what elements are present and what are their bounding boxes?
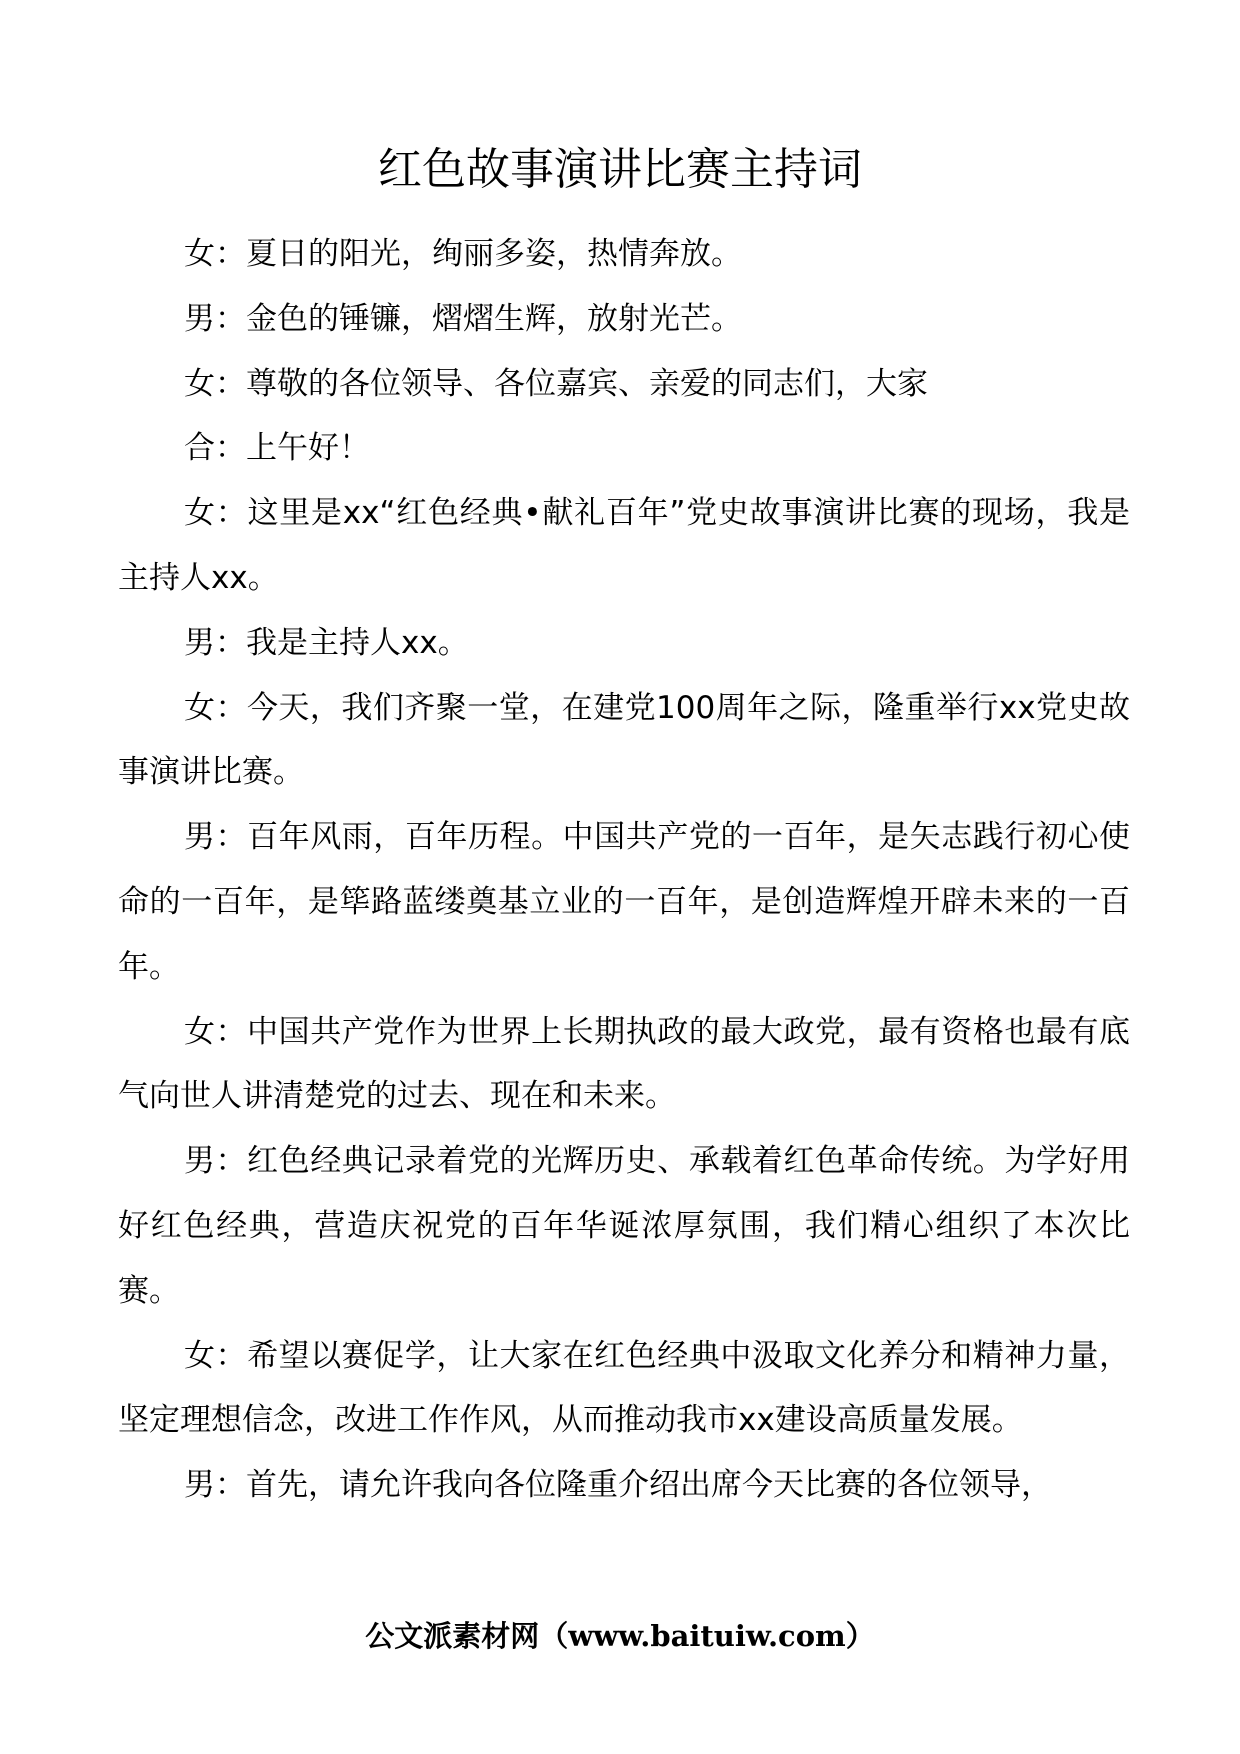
paragraph-11: 女：希望以赛促学，让大家在红色经典中汲取文化养分和精神力量，坚定理想信念，改进工作作风，从而推动我市xx建设高质量发展。 [118, 1337, 1130, 1439]
document-title: 红色故事演讲比赛主持词 [378, 144, 862, 195]
paragraph-1: 女：夏日的阳光，绚丽多姿，热情奔放。 [184, 236, 742, 272]
paragraph-4: 合：上午好！ [184, 430, 370, 467]
paragraph-10: 男：红色经典记录着党的光辉历史、承载着红色革命传统。为学好用好红色经典，营造庆祝党的百年华诞浓厚氛围，我们精心组织了本次比赛。 [118, 1143, 1130, 1309]
document-body [118, 222, 1130, 1518]
paragraph-5: 女：这里是xx“红色经典•献礼百年”党史故事演讲比赛的现场，我是主持人xx。 [118, 495, 1131, 596]
page-footer: 公文派素材网（www.baituiw.com） [365, 1619, 875, 1653]
paragraph-6: 男：我是主持人xx。 [184, 624, 469, 661]
paragraph-2: 男：金色的锤镰，熠熠生辉，放射光芒。 [184, 300, 742, 337]
paragraph-12: 男：首先，请允许我向各位隆重介绍出席今天比赛的各位领导， [184, 1467, 1052, 1504]
paragraph-7: 女：今天，我们齐聚一堂，在建党100周年之际，隆重举行xx党史故事演讲比赛。 [118, 689, 1130, 791]
paragraph-8: 男：百年风雨，百年历程。中国共产党的一百年，是矢志践行初心使命的一百年，是筚路蓝缕奠基立业的一百年，是创造辉煌开辟未来的一百年。 [118, 819, 1130, 985]
paragraph-9: 女：中国共产党作为世界上长期执政的最大政党，最有资格也最有底气向世人讲清楚党的过去、现在和未来。 [118, 1013, 1130, 1115]
paragraph-3: 女：尊敬的各位领导、各位嘉宾、亲爱的同志们，大家 [184, 365, 928, 402]
